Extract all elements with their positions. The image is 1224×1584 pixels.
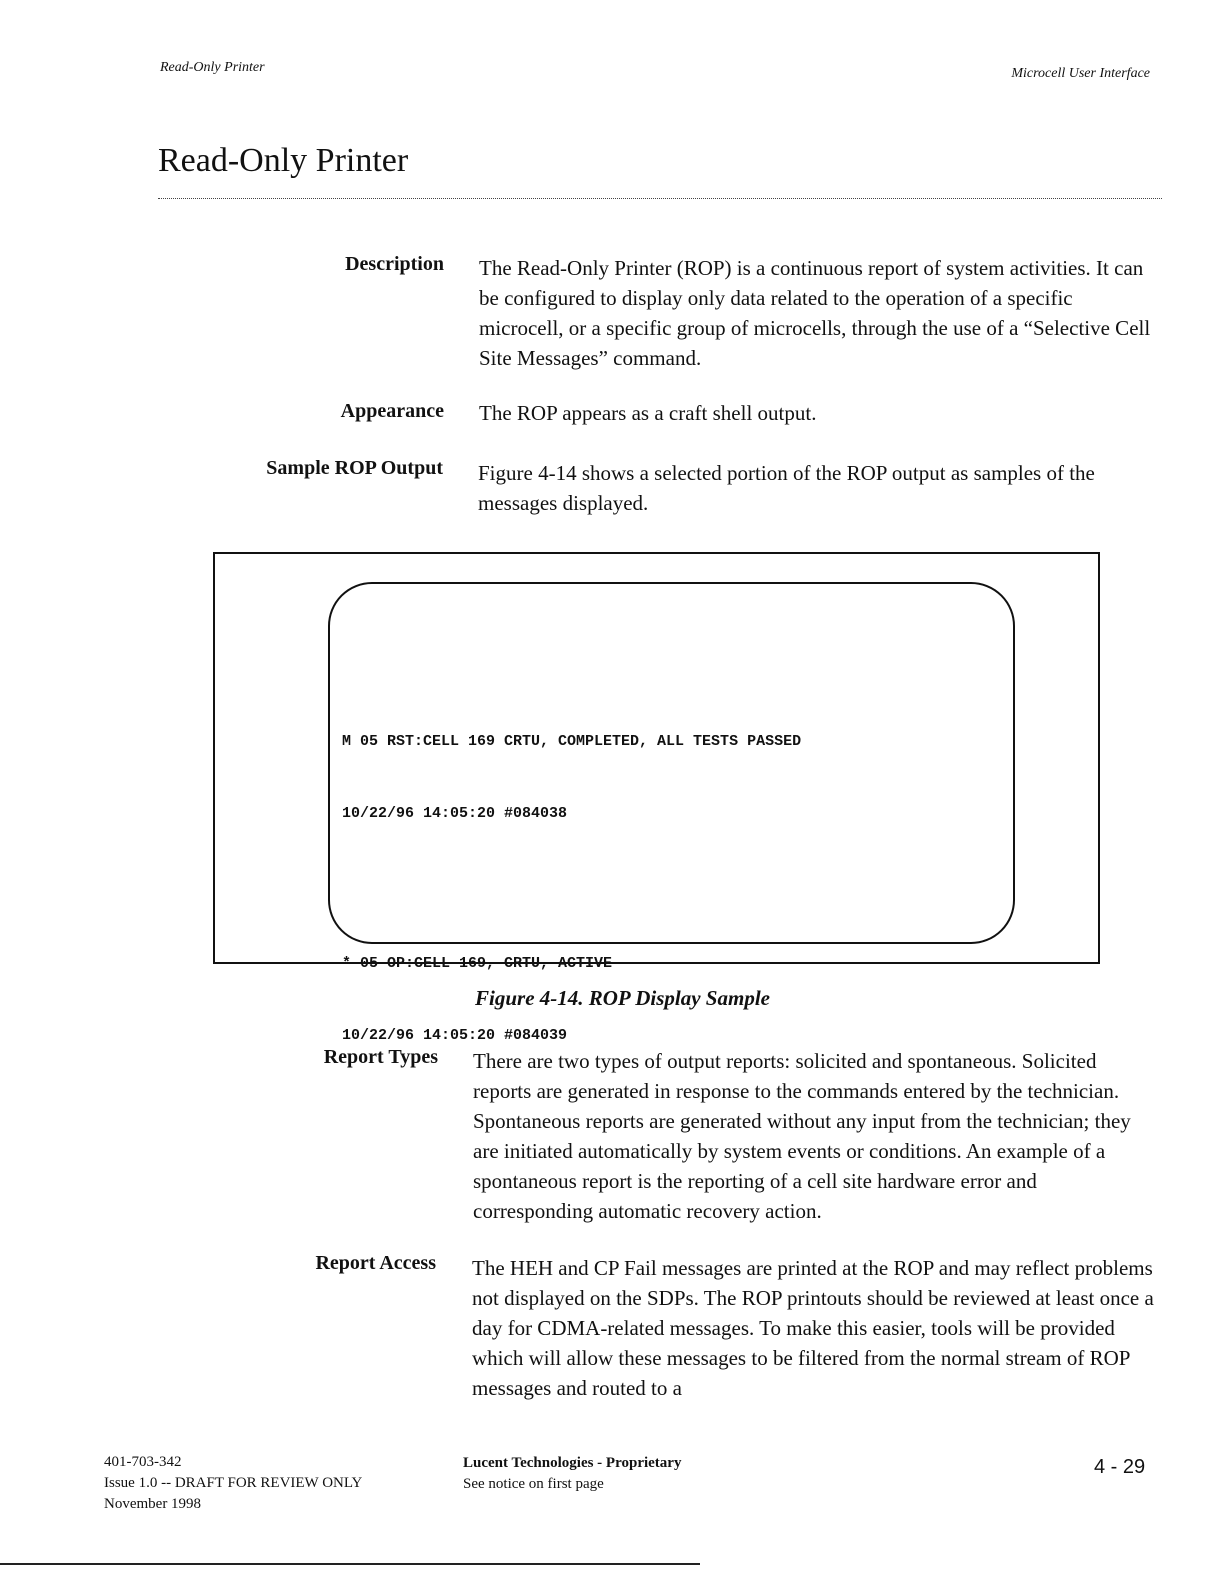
rop-message-line: M 05 RST:CELL 169 CRTU, COMPLETED, ALL TESTS PASSED <box>342 733 802 750</box>
rop-timestamp-line: 10/22/96 14:05:20 #084038 <box>342 805 568 822</box>
appearance-label: Appearance <box>340 400 444 422</box>
page-title: Read-Only Printer <box>158 142 409 179</box>
page-number: 4 - 29 <box>1094 1456 1146 1478</box>
issue-date: November 1998 <box>104 1496 202 1512</box>
running-header-right: Microcell User Interface <box>1011 66 1150 81</box>
report-types-label: Report Types <box>323 1046 438 1068</box>
sample-rop-output-label: Sample ROP Output <box>266 457 443 479</box>
rop-timestamp-line: 10/22/96 14:05:20 #084039 <box>342 1027 568 1044</box>
footer-proprietary <box>463 1453 681 1495</box>
rop-screen-output <box>342 682 801 1096</box>
appearance-text: The ROP appears as a craft shell output. <box>479 401 817 425</box>
sample-rop-output-text: Figure 4-14 shows a selected portion of the ROP output as samples of the messages displayed. <box>478 461 1095 515</box>
notice-reference: See notice on first page <box>463 1476 604 1492</box>
description-label: Description <box>345 253 444 275</box>
bottom-rule <box>0 1563 700 1565</box>
report-access-label: Report Access <box>315 1252 436 1274</box>
running-header-left: Read-Only Printer <box>160 60 265 75</box>
description-text: The Read-Only Printer (ROP) is a continuous report of system activities. It can be configured to display only data related to the operation of a specific microcell, or a specific group of microcells, through the use of a “Selective Cell Site Messages” command. <box>479 256 1151 370</box>
proprietary-notice: Lucent Technologies - Proprietary <box>463 1455 682 1471</box>
report-access-text: The HEH and CP Fail messages are printed at the ROP and may reflect problems not displayed on the SDPs. The ROP printouts should be reviewed at least once a day for CDMA-related messages. To make this easier, tools will be provided which will allow these messages to be filtered from the normal stream of ROP messages and routed to a <box>472 1256 1154 1400</box>
rop-message-line: * 05 OP:CELL 169, CRTU, ACTIVE <box>342 955 613 972</box>
report-types-text: There are two types of output reports: solicited and spontaneous. Solicited reports are generated in response to the commands entered by the technician. Spontaneous reports are generated without any input from the technician; they are initiated automatically by system events or conditions. An example of a spontaneous report is the reporting of a cell site hardware error and corresponding automatic recovery action. <box>473 1049 1131 1223</box>
title-divider <box>158 198 1162 199</box>
document-number: 401-703-342 <box>104 1454 182 1470</box>
footer-document-info <box>104 1452 362 1515</box>
figure-caption: Figure 4-14. ROP Display Sample <box>475 986 770 1010</box>
issue-line: Issue 1.0 -- DRAFT FOR REVIEW ONLY <box>104 1475 363 1491</box>
